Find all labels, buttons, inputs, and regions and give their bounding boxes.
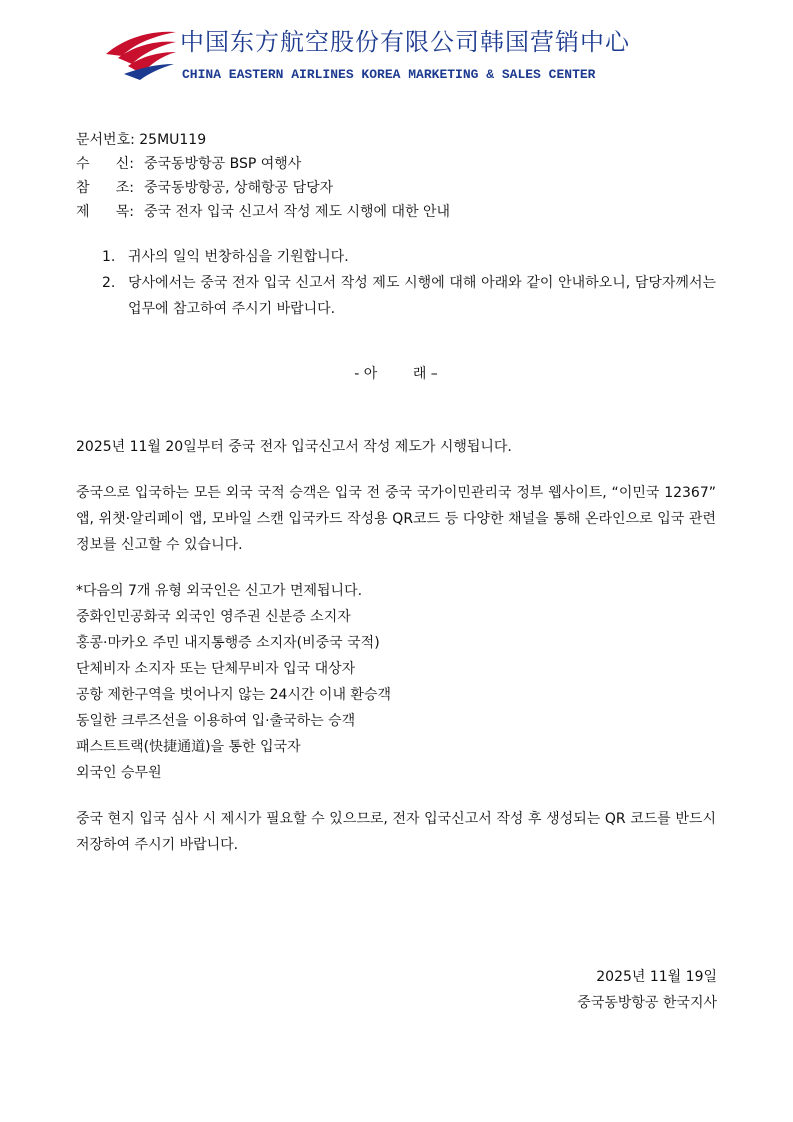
list-item [102, 244, 716, 270]
subject-label-b: 목: [115, 204, 134, 220]
company-name-english: CHINA EASTERN AIRLINES KOREA MARKETING & SALES CENTER [182, 67, 596, 82]
reference-label-a: 참 [76, 180, 90, 196]
exemption-item: 중화인민공화국 외국인 영주권 신분증 소지자 [76, 609, 351, 625]
signature-date: 2025년 11월 19일 [596, 969, 717, 985]
list-number: 2. [102, 275, 116, 291]
reference-label [76, 176, 134, 200]
recipient-label-b: 신: [115, 156, 134, 172]
exemption-item: 패스트트랙(快捷通道)을 통한 입국자 [76, 739, 301, 755]
list-item [102, 270, 716, 322]
company-name-chinese: 中国东方航空股份有限公司韩国营销中心 [180, 28, 630, 56]
exemption-item: 동일한 크루즈선을 이용하여 입·출국하는 승객 [76, 713, 356, 729]
notice-heading: - 아 래 – [354, 366, 438, 382]
subject-label [76, 200, 134, 224]
exemption-item: 홍콩·마카오 주민 내지통행증 소지자(비중국 국적) [76, 635, 380, 651]
list-number: 1. [102, 249, 116, 265]
signature-sender: 중국동방항공 한국지사 [577, 995, 717, 1011]
china-eastern-logo [104, 24, 178, 80]
list-text: 귀사의 일익 번창하심을 기원합니다. [128, 249, 349, 265]
letterhead [104, 22, 704, 82]
subject-row [76, 200, 716, 224]
exemption-item: 외국인 승무원 [76, 765, 162, 781]
recipient-label-a: 수 [76, 156, 90, 172]
exemption-item: 공항 제한구역을 벗어나지 않는 24시간 이내 환승객 [76, 687, 391, 703]
subject-value: 중국 전자 입국 신고서 작성 제도 시행에 대한 안내 [144, 204, 451, 220]
channels-paragraph: 중국으로 입국하는 모든 외국 국적 승객은 입국 전 중국 국가이민관리국 정부 웹사이트, “이민국 12367” 앱, 위챗·알리페이 앱, 모바일 스캔 입국카드 작성용 QR코드 등 다양한 채널을 통해 온라인으로 입국 관련 정보를 신고할 수 있습니다. [76, 485, 716, 553]
effective-date-paragraph: 2025년 11월 20일부터 중국 전자 입국신고서 작성 제도가 시행됩니다. [76, 439, 512, 455]
reference-value: 중국동방항공, 상해항공 담당자 [144, 180, 334, 196]
signature-block [577, 964, 717, 1016]
reference-label-b: 조: [115, 180, 134, 196]
list-text: 당사에서는 중국 전자 입국 신고서 작성 제도 시행에 대해 아래와 같이 안내하오니, 담당자께서는 업무에 참고하여 주시기 바랍니다. [128, 275, 716, 317]
exemption-list [76, 578, 716, 786]
subject-label-a: 제 [76, 204, 90, 220]
intro-list [76, 244, 716, 322]
exemption-item: 단체비자 소지자 또는 단체무비자 입국 대상자 [76, 661, 356, 677]
recipient-label [76, 152, 134, 176]
letter-body [76, 128, 716, 858]
recipient-row [76, 152, 716, 176]
reference-row [76, 176, 716, 200]
exemption-title: *다음의 7개 유형 외국인은 신고가 면제됩니다. [76, 583, 363, 599]
qr-code-paragraph: 중국 현지 입국 심사 시 제시가 필요할 수 있으므로, 전자 입국신고서 작성 후 생성되는 QR 코드를 반드시 저장하여 주시기 바랍니다. [76, 811, 716, 853]
recipient-value: 중국동방항공 BSP 여행사 [144, 156, 302, 172]
document-number: 문서번호: 25MU119 [76, 132, 207, 148]
